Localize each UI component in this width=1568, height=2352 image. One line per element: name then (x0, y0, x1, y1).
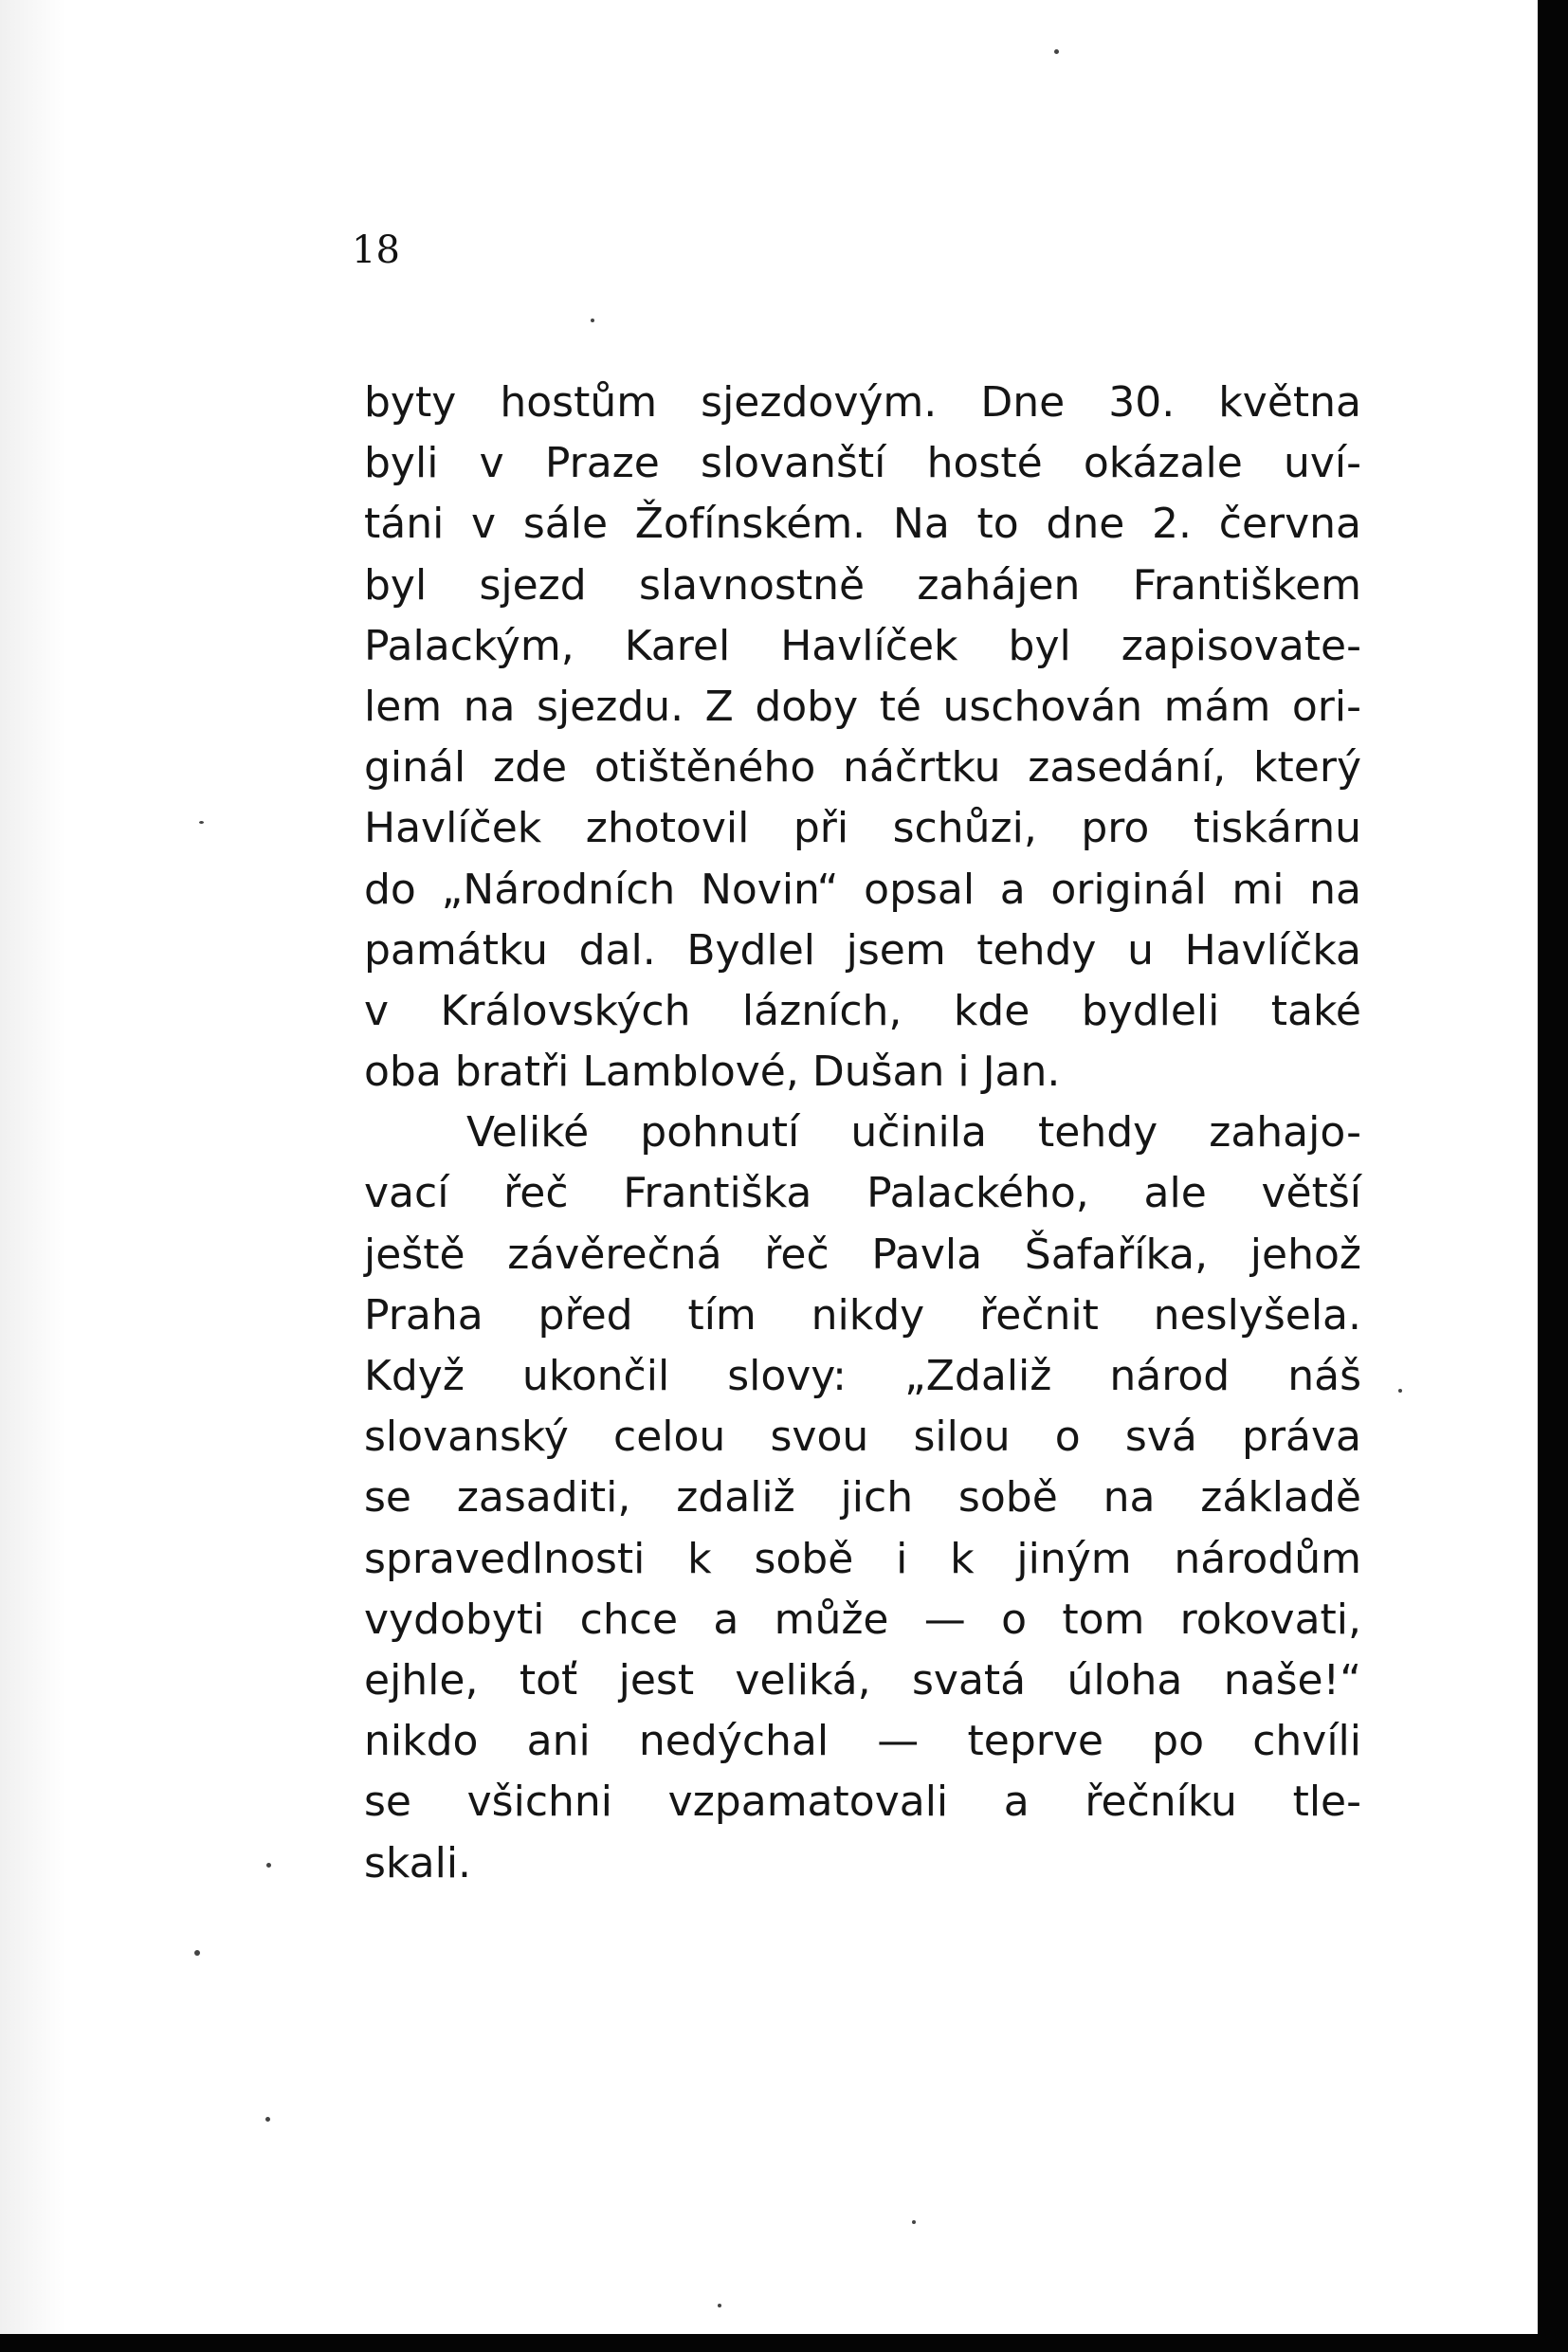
scan-speck (265, 2117, 270, 2122)
scan-speck (199, 821, 204, 824)
text-line: vací řeč Františka Palackého, ale větší (364, 1169, 1361, 1218)
text-line: Praha před tím nikdy řečnit neslyšela. (364, 1290, 1361, 1340)
text-line: ejhle, toť jest veliká, svatá úloha naše!“ (364, 1655, 1361, 1705)
scan-speck (718, 2304, 721, 2307)
text-line: v Královských lázních, kde bydleli také (364, 986, 1361, 1035)
paragraph-1 (364, 373, 1361, 1103)
text-line: se zasaditi, zdaliž jich sobě na základě (364, 1473, 1361, 1522)
text-line: oba bratři Lamblové, Dušan i Jan. (364, 1048, 1061, 1097)
text-line: spravedlnosti k sobě i k jiným národům (364, 1534, 1361, 1583)
scan-speck (266, 1863, 271, 1868)
text-line: byty hostům sjezdovým. Dne 30. května (364, 378, 1361, 427)
text-line: ginál zde otištěného náčrtku zasedání, který (364, 743, 1361, 793)
text-line: byl sjezd slavnostně zahájen Františkem (364, 560, 1361, 610)
text-line: lem na sjezdu. Z doby té uschován mám ori- (364, 682, 1361, 731)
text-line: ještě závěrečná řeč Pavla Šafaříka, jehož (364, 1230, 1361, 1279)
scan-speck (591, 319, 594, 322)
text-line: vydobyti chce a může — o tom rokovati, (364, 1595, 1361, 1644)
text-line: Veliké pohnutí učinila tehdy zahajo- (466, 1108, 1361, 1158)
text-line: Když ukončil slovy: „Zdaliž národ náš (364, 1352, 1361, 1400)
scan-border-right (1538, 0, 1568, 2352)
text-line: do „Národních Novin“ opsal a originál mi na (364, 865, 1361, 914)
paragraph-2 (364, 1103, 1361, 1893)
text-line: byli v Praze slovanští hosté okázale uví- (364, 439, 1361, 488)
text-line: Havlíček zhotovil při schůzi, pro tiskárnu (364, 804, 1361, 853)
scan-speck (912, 2220, 916, 2224)
text-line: se všichni vzpamatovali a řečníku tle- (364, 1778, 1361, 1827)
scan-speck (1054, 49, 1059, 54)
scan-speck (194, 1950, 200, 1956)
page-number: 18 (352, 228, 400, 272)
body-text (364, 373, 1361, 1894)
text-line: táni v sále Žofínském. Na to dne 2. června (364, 500, 1361, 549)
text-line: skali. (364, 1838, 472, 1887)
text-line: památku dal. Bydlel jsem tehdy u Havlíčka (364, 925, 1361, 975)
scan-border-bottom (0, 2334, 1568, 2352)
text-line: slovanský celou svou silou o svá práva (364, 1413, 1361, 1462)
scan-speck (1398, 1389, 1402, 1393)
text-line: nikdo ani nedýchal — teprve po chvíli (364, 1717, 1361, 1766)
text-line: Palackým, Karel Havlíček byl zapisovate- (364, 621, 1361, 670)
